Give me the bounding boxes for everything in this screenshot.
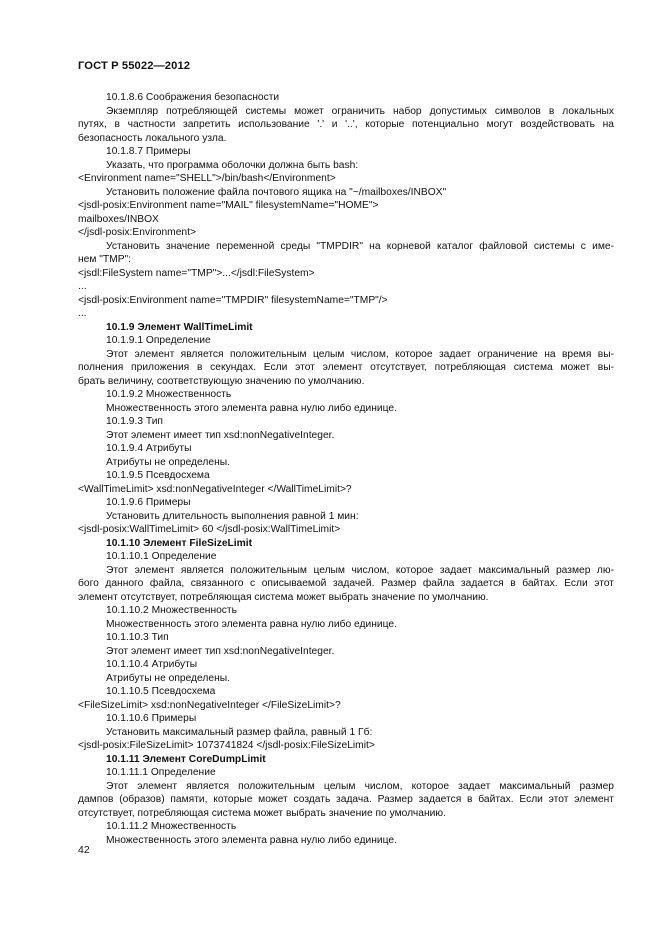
text-line: Атрибуты не определены. — [106, 672, 230, 684]
text-line: 10.1.10.2 Множественность — [106, 605, 237, 616]
text-line: <jsdl:FileSystem name="TMP">...</jsdl:FileSystem> — [78, 267, 315, 279]
text-line: </jsdl-posix:Environment> — [78, 227, 196, 238]
text-line: 10.1.10.1 Определение — [106, 551, 217, 562]
text-line: 10.1.8.6 Соображения безопасности — [106, 92, 280, 103]
text-line: Экземпляр потребляющей системы может ограничить набор допустимых символов в локальных — [106, 105, 614, 117]
text-line: 10.1.9.4 Атрибуты — [106, 443, 192, 454]
text-line: Множественность этого элемента равна нулю либо единице. — [106, 402, 397, 414]
text-line: Указать, что программа оболочки должна быть bash: — [106, 159, 359, 171]
text-line: Этот элемент является положительным целым числом, которое задает ограничение на время вы- — [106, 348, 614, 360]
page-number: 42 — [78, 844, 90, 856]
text-line: ... — [78, 281, 87, 292]
text-line: <FileSizeLimit> xsd:nonNegativeInteger </FileSizeLimit>? — [78, 699, 341, 711]
text-line: 10.1.9.5 Псевдосхема — [106, 470, 210, 481]
text-line: <WallTimeLimit> xsd:nonNegativeInteger </WallTimeLimit>? — [78, 483, 352, 495]
text-line: <jsdl-posix:FileSizeLimit> 1073741824 </jsdl-posix:FileSizeLimit> — [78, 740, 375, 751]
text-line: ... — [78, 308, 87, 319]
text-line: Этот элемент имеет тип xsd:nonNegativeInteger. — [106, 645, 335, 657]
section-heading: 10.1.9 Элемент WallTimeLimit — [106, 321, 253, 333]
text-line: <jsdl-posix:Environment name="MAIL" filesystemName="HOME"> — [78, 200, 379, 211]
text-line: Множественность этого элемента равна нулю либо единице. — [106, 834, 397, 846]
text-line: 10.1.9.3 Тип — [106, 416, 163, 427]
standard-header: ГОСТ Р 55022—2012 — [78, 60, 191, 72]
text-line: полнения приложения в секундах. Если этот элемент отсутствует, потребляющая система может вы- — [78, 362, 614, 373]
text-line: 10.1.10.4 Атрибуты — [106, 659, 198, 670]
text-line: путях, в частности запретить использование '.' и '..', которые потенциально могут воздействовать на — [78, 119, 614, 130]
text-line: Множественность этого элемента равна нулю либо единице. — [106, 618, 397, 630]
text-line: 10.1.11.2 Множественность — [106, 821, 237, 832]
text-line: брать величину, соответствующую значению по умолчанию. — [78, 375, 365, 387]
text-line: Установить значение переменной среды "TMPDIR" на корневой каталог файловой системы с име- — [106, 240, 614, 252]
text-line: 10.1.10.6 Примеры — [106, 713, 197, 724]
text-line: 10.1.10.3 Тип — [106, 632, 169, 643]
text-line: mailboxes/INBOX — [78, 213, 159, 225]
text-line: <Environment name="SHELL">/bin/bash</Environment> — [78, 173, 336, 184]
text-line: <jsdl-posix:WallTimeLimit> 60 </jsdl-posix:WallTimeLimit> — [78, 524, 341, 535]
text-line: отсутствует, потребляющая система может выбрать значение по умолчанию. — [78, 807, 446, 819]
section-heading: 10.1.11 Элемент CoreDumpLimit — [106, 753, 266, 765]
text-line: <jsdl-posix:Environment name="TMPDIR" filesystemName="TMP"/> — [78, 294, 388, 306]
text-line: нем "TMP": — [78, 254, 132, 265]
text-line: Этот элемент является положительным целым числом, которое задает максимальный размер — [106, 780, 614, 792]
text-line: 10.1.9.6 Примеры — [106, 497, 191, 508]
text-line: Установить положение файла почтового ящика на "~/mailboxes/INBOX" — [106, 186, 447, 198]
text-line: Установить максимальный размер файла, равный 1 Гб: — [106, 726, 373, 738]
text-line: безопасность локального узла. — [78, 132, 227, 144]
text-line: Этот элемент имеет тип xsd:nonNegativeInteger. — [106, 429, 335, 441]
text-line: дампов (образов) памяти, которые может создать задача. Размер задается в байтах. Если этот элемент — [78, 794, 614, 805]
text-line: элемент отсутствует, потребляющая система может выбрать значение по умолчанию. — [78, 591, 489, 603]
text-line: бого данного файла, связанного с описываемой задачей. Размер файла задается в байтах. Если этот — [78, 578, 614, 589]
text-line: Установить длительность выполнения равной 1 мин: — [106, 510, 359, 522]
text-line: 10.1.9.2 Множественность — [106, 389, 232, 400]
section-heading: 10.1.10 Элемент FileSizeLimit — [106, 537, 253, 549]
text-line: 10.1.11.1 Определение — [106, 767, 216, 778]
text-line: 10.1.8.7 Примеры — [106, 146, 191, 157]
text-line: 10.1.9.1 Определение — [106, 335, 211, 346]
text-line: 10.1.10.5 Псевдосхема — [106, 686, 216, 697]
text-line: Этот элемент является положительным целым числом, которое задает максимальный размер лю- — [106, 564, 614, 576]
document-body — [78, 91, 614, 847]
text-line: Атрибуты не определены. — [106, 456, 230, 468]
